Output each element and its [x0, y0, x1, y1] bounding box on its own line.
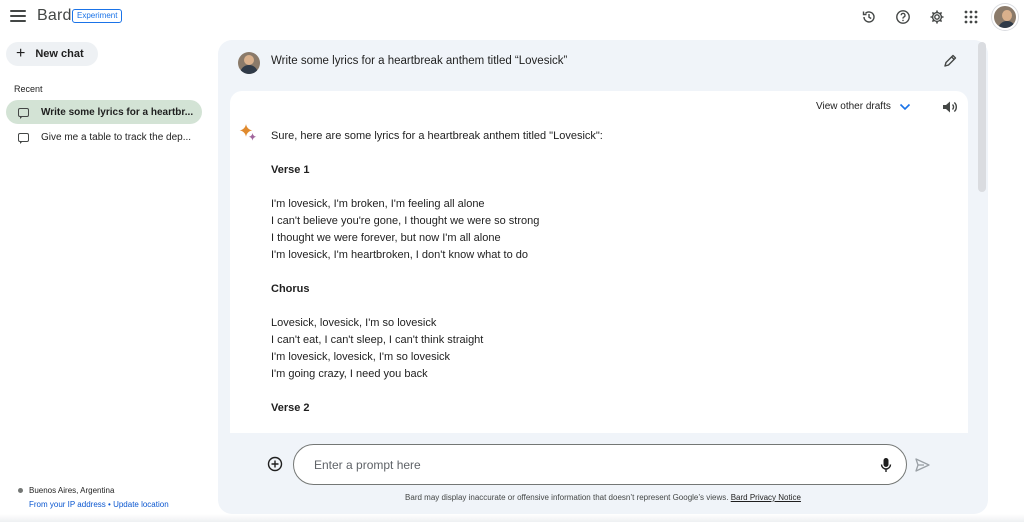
experiment-badge: Experiment: [72, 9, 122, 23]
update-location-link[interactable]: Update location: [113, 500, 169, 509]
pencil-icon: [942, 53, 958, 69]
lyric-line: I'm lovesick, I'm broken, I'm feeling all alone: [271, 198, 485, 210]
add-image-button[interactable]: [267, 456, 285, 474]
microphone-icon[interactable]: [879, 457, 893, 473]
sidebar-item-label: Write some lyrics for a heartbr...: [41, 106, 194, 118]
prompt-input[interactable]: [314, 456, 854, 474]
lyric-line: I'm going crazy, I need you back: [271, 368, 428, 380]
history-icon[interactable]: [856, 4, 882, 30]
location-place: Buenos Aires, Argentina: [29, 486, 115, 495]
brand-logo[interactable]: Bard: [37, 7, 72, 24]
lyric-line: Lovesick, lovesick, I'm so lovesick: [271, 317, 437, 329]
sidebar-item-table[interactable]: [6, 125, 202, 149]
recent-heading: Recent: [14, 84, 43, 94]
disclaimer-text: Bard may display inaccurate or offensive information that doesn’t represent Google’s views.: [405, 493, 729, 502]
speaker-icon[interactable]: [942, 100, 958, 114]
send-icon: [914, 456, 932, 474]
sidebar-item-lyrics[interactable]: [6, 100, 202, 124]
new-chat-label: New chat: [35, 48, 84, 60]
chat-bubble-icon: [18, 108, 29, 117]
lyric-line: I can't eat, I can't sleep, I can't think straight: [271, 334, 484, 346]
settings-icon[interactable]: [924, 4, 950, 30]
menu-icon[interactable]: [10, 8, 26, 24]
chat-bubble-icon: [18, 133, 29, 142]
response-card: [230, 91, 968, 433]
view-drafts-label: View other drafts: [816, 101, 891, 112]
lyric-line: I'm lovesick, lovesick, I'm so lovesick: [271, 351, 451, 363]
privacy-notice-link[interactable]: Bard Privacy Notice: [730, 493, 801, 502]
verse1-heading: Verse 1: [271, 164, 310, 176]
disclaimer: [0, 493, 1024, 502]
prompt-input-box[interactable]: [293, 444, 907, 485]
bottom-edge: [0, 514, 1024, 522]
prompt-text: Write some lyrics for a heartbreak anthem titled “Lovesick”: [271, 55, 568, 67]
apps-icon[interactable]: [958, 4, 984, 30]
sidebar: [0, 34, 210, 522]
plus-icon: +: [16, 45, 26, 62]
lyric-line: I'm lovesick, I'm heartbroken, I don't know what to do: [271, 249, 528, 261]
avatar: [992, 4, 1018, 30]
help-icon[interactable]: [890, 4, 916, 30]
header-actions: [848, 4, 1018, 30]
plus-circle-icon: [267, 456, 283, 472]
bard-sparkle-icon: [238, 123, 258, 143]
lyric-line: I thought we were forever, but now I'm all alone: [271, 232, 501, 244]
location-separator: •: [108, 500, 111, 509]
ip-address-link[interactable]: From your IP address: [29, 500, 106, 509]
response-intro: Sure, here are some lyrics for a heartbreak anthem titled "Lovesick":: [271, 130, 603, 142]
lyric-line: I can't believe you're gone, I thought we were so strong: [271, 215, 540, 227]
chorus-heading: Chorus: [271, 283, 310, 295]
chat-panel: [218, 40, 988, 514]
user-prompt: [218, 40, 988, 86]
edit-prompt-button[interactable]: [942, 53, 960, 71]
top-bar: [0, 0, 1024, 34]
chevron-down-icon: [899, 103, 911, 111]
verse2-heading: Verse 2: [271, 402, 310, 414]
sidebar-item-label: Give me a table to track the dep...: [41, 131, 192, 143]
scrollbar[interactable]: [978, 42, 986, 192]
send-button[interactable]: [914, 456, 932, 474]
response-text: [271, 128, 951, 417]
account-button[interactable]: [992, 4, 1018, 30]
user-avatar: [238, 52, 260, 74]
new-chat-button[interactable]: [6, 42, 98, 66]
view-drafts-button[interactable]: [816, 101, 911, 112]
